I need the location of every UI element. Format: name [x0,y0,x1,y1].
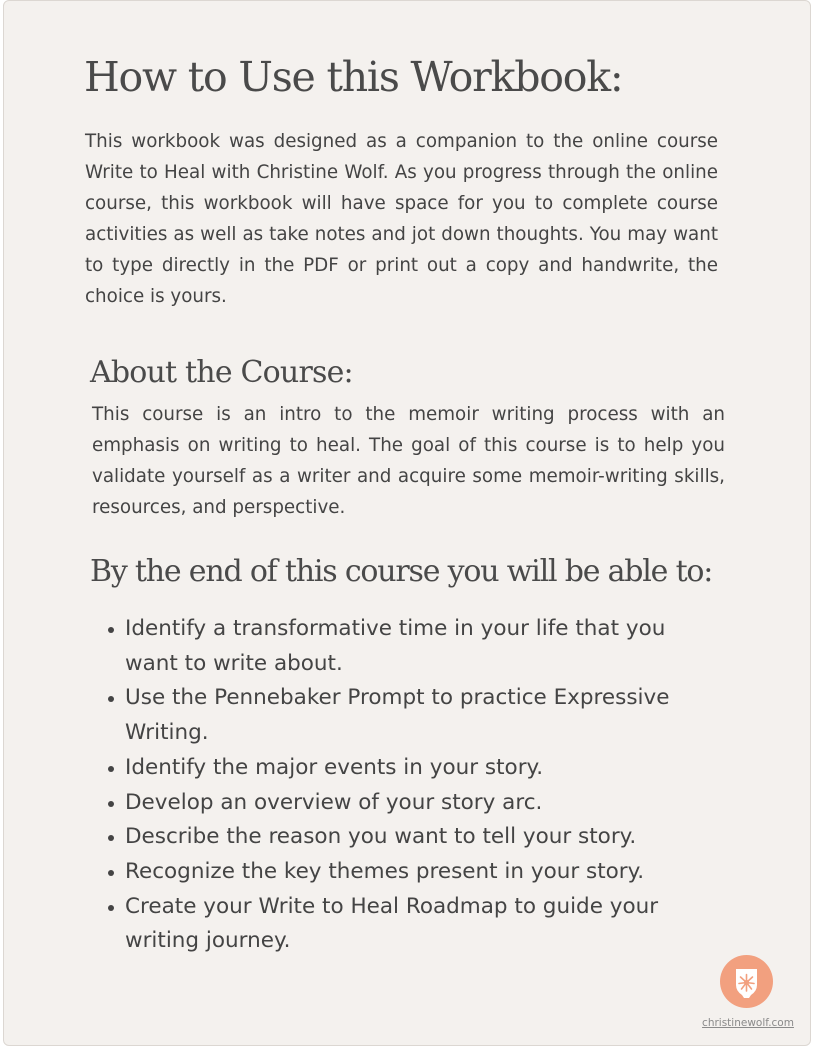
pen-nib-sunburst-icon [720,955,773,1008]
objective-item: Identify a transformative time in your life that you want to write about. [103,612,703,681]
objective-item: Use the Pennebaker Prompt to practice Expressive Writing. [103,681,703,750]
learning-objectives-list [103,612,703,959]
about-course-paragraph: This course is an intro to the memoir writing process with an emphasis on writing to heal. The goal of this course is to help you validate yourself as a writer and acquire some memoir-writing skills, resources, and perspective. [92,404,725,518]
learning-objectives-heading: By the end of this course you will be able to: [90,554,713,589]
objective-item: Develop an overview of your story arc. [103,786,703,821]
objective-item: Identify the major events in your story. [103,751,703,786]
intro-paragraph: This workbook was designed as a companion to the online course Write to Heal with Christine Wolf. As you progress through the online course, this workbook will have space for you to complete course activities as well as take notes and jot down thoughts. You may want to type directly in the PDF or print out a copy and handwrite, the choice is yours. [85,131,718,307]
objective-item: Create your Write to Heal Roadmap to guide your writing journey. [103,890,703,959]
objective-item: Describe the reason you want to tell your story. [103,820,703,855]
page-title: How to Use this Workbook: [84,53,623,101]
website-link[interactable]: christinewolf.com [702,1017,794,1029]
workbook-page [3,0,811,1046]
objective-item: Recognize the key themes present in your story. [103,855,703,890]
about-course-heading: About the Course: [90,355,353,390]
